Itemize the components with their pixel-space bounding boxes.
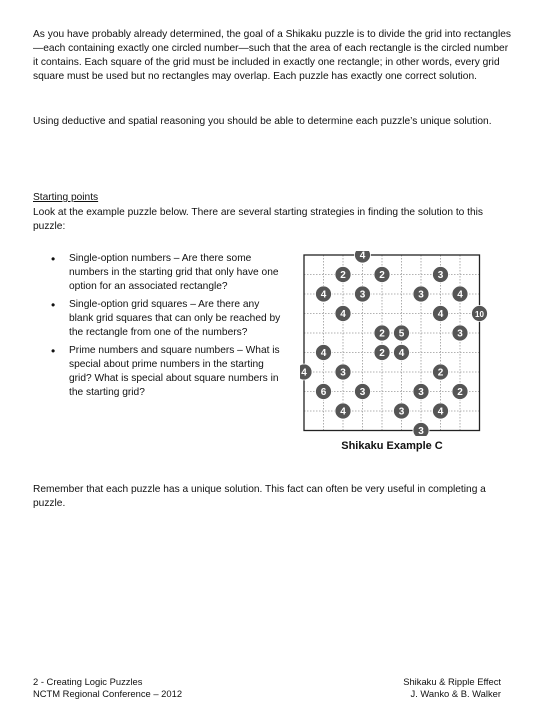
puzzle-caption: Shikaku Example C — [341, 440, 443, 452]
clue-number: 4 — [320, 348, 327, 360]
clue-circle — [452, 286, 468, 302]
clue-number: 4 — [437, 406, 444, 418]
clue-number: 3 — [359, 289, 366, 301]
footer-left-line-1: 2 - Creating Logic Puzzles — [33, 676, 143, 687]
clue-number: 3 — [457, 328, 463, 340]
clue-number: 4 — [320, 289, 327, 301]
clue-number: 4 — [457, 289, 463, 301]
clue-circle — [335, 403, 351, 419]
clue-number: 4 — [359, 251, 366, 262]
clue-number: 6 — [320, 387, 327, 399]
clue-circle — [413, 423, 429, 437]
clue-circle — [433, 306, 449, 322]
starting-points-intro: Look at the example puzzle below. There are several starting strategies in finding the solution to this puzzle: — [33, 207, 484, 232]
clue-number: 2 — [379, 270, 385, 282]
clue-circle — [335, 267, 351, 283]
clue-circle — [394, 345, 410, 361]
footer-right-line-2: J. Wanko & B. Walker — [410, 688, 501, 699]
clue-number: 2 — [379, 348, 385, 360]
shikaku-puzzle — [300, 251, 490, 441]
clue-number: 3 — [398, 406, 405, 418]
strategy-item-single-option-squares: • Single-option grid squares – Are there any blank grid squares that can only be reached by the rectangle from one of the numbers? — [33, 298, 281, 340]
clue-circle — [316, 384, 332, 400]
grid-border — [304, 255, 480, 431]
closing-paragraph: Remember that each puzzle has a unique solution. This fact can often be very useful in completing a puzzle. — [33, 484, 486, 509]
clue-circle — [433, 403, 449, 419]
clue-circle — [316, 286, 332, 302]
clue-circle — [335, 364, 351, 380]
shikaku-grid — [300, 251, 490, 436]
clue-number: 10 — [475, 310, 484, 320]
clue-number: 3 — [437, 270, 444, 282]
intro-paragraph-2: Using deductive and spatial reasoning you should be able to determine each puzzle’s unique solution. — [33, 116, 492, 127]
intro-paragraph-1: As you have probably already determined, the goal of a Shikaku puzzle is to divide the grid into rectangles—each containing exactly one circled number—such that the area of each rectangle is the circled number it contains. Each square of the grid must be included in exactly one rectangle; in other words, every grid square must be used but no rectangles may overlap. Each puzzle has exactly one correct solution. — [33, 29, 511, 82]
clue-number: 2 — [340, 270, 346, 282]
clue-number: 4 — [301, 367, 307, 379]
clue-number: 3 — [418, 387, 424, 399]
clue-circle — [394, 325, 410, 341]
clue-circle — [355, 384, 371, 400]
strategy-list — [33, 252, 281, 404]
clue-circle — [394, 403, 410, 419]
clue-number: 3 — [359, 387, 366, 399]
clue-circle — [472, 306, 488, 322]
clue-circle — [452, 384, 468, 400]
clue-circle — [374, 345, 390, 361]
clue-number: 3 — [418, 426, 424, 436]
clue-number: 5 — [398, 328, 405, 340]
clue-circle — [355, 251, 371, 263]
clue-number: 4 — [340, 309, 346, 321]
clue-number: 4 — [398, 348, 405, 360]
clue-circle — [300, 364, 312, 380]
clue-number: 4 — [340, 406, 346, 418]
strategy-item-prime-square-numbers: • Prime numbers and square numbers – What is special about prime numbers in the starting grid? What is special about square numbers in the starting grid? — [33, 344, 281, 400]
footer-right-line-1: Shikaku & Ripple Effect — [403, 676, 501, 687]
clue-circle — [355, 286, 371, 302]
footer-right — [403, 676, 501, 700]
clue-circle — [316, 345, 332, 361]
clue-number: 3 — [418, 289, 424, 301]
clue-number: 2 — [379, 328, 385, 340]
clue-circle — [433, 267, 449, 283]
clue-number: 2 — [437, 367, 444, 379]
clue-circle — [433, 364, 449, 380]
starting-points-heading: Starting points — [33, 192, 99, 203]
footer-left-line-2: NCTM Regional Conference – 2012 — [33, 688, 183, 699]
footer-left — [33, 676, 182, 700]
clue-circle — [413, 384, 429, 400]
clue-number: 3 — [340, 367, 346, 379]
clue-circle — [335, 306, 351, 322]
clue-number: 4 — [437, 309, 444, 321]
clue-circle — [452, 325, 468, 341]
clue-circle — [374, 325, 390, 341]
clue-number: 2 — [457, 387, 463, 399]
clue-circle — [413, 286, 429, 302]
clue-circle — [374, 267, 390, 283]
strategy-item-single-option-numbers: • Single-option numbers – Are there some numbers in the starting grid that only have one option for an associated rectangle? — [33, 252, 281, 294]
